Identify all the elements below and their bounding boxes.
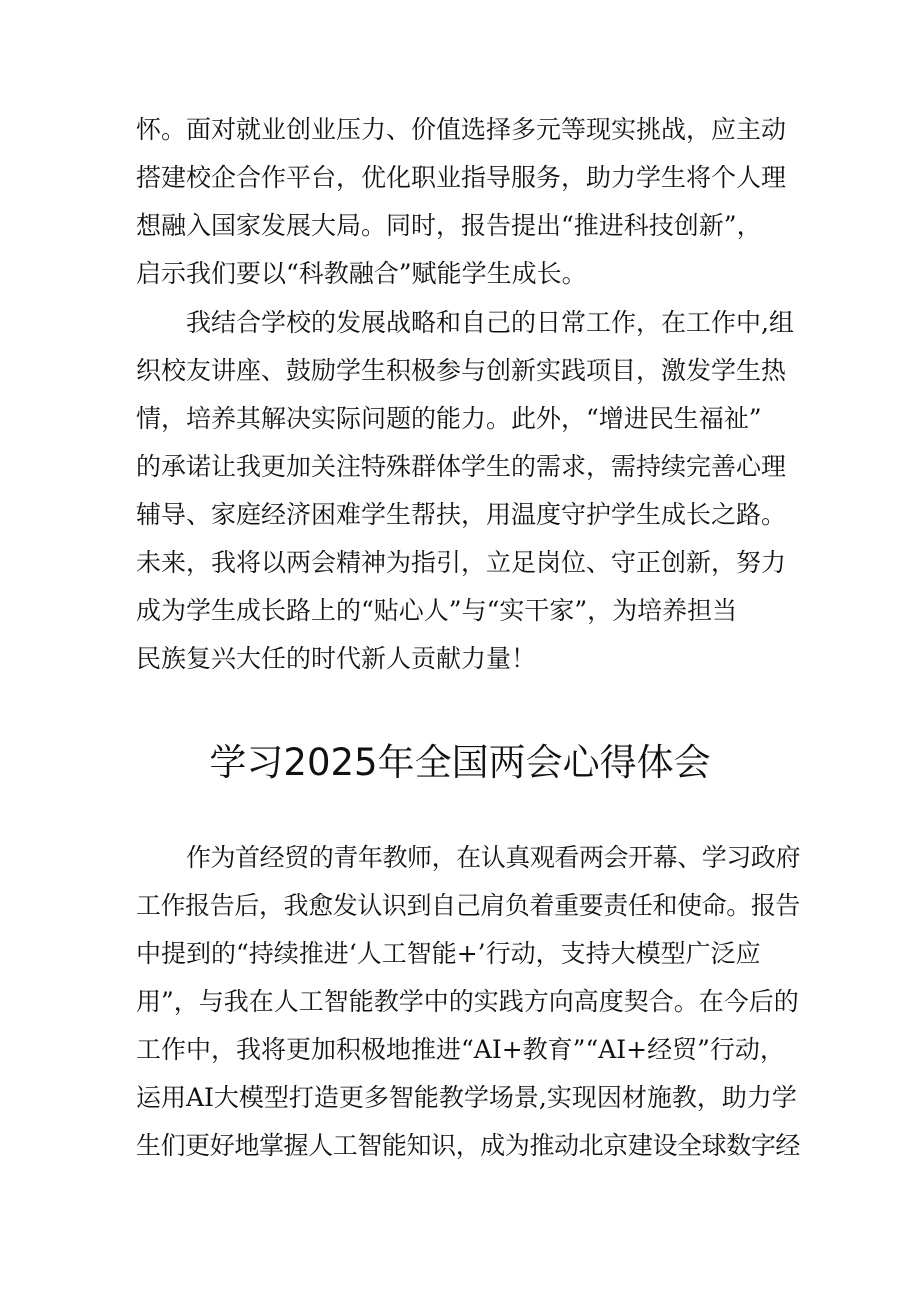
- text-line: 运用AI大模型打造更多智能教学场景,实现因材施教，助力学: [136, 1083, 797, 1112]
- text-line: 辅导、家庭经济困难学生帮扶，用温度守护学生成长之路。: [136, 500, 787, 529]
- text-line: 情，培养其解决实际问题的能力。此外，“增进民生福祉”: [136, 404, 762, 433]
- text-line: 生们更好地掌握人工智能知识，成为推动北京建设全球数字经: [136, 1131, 801, 1160]
- text-line: 工作中，我将更加积极地推进“AI+教育”“AI+经贸”行动，: [136, 1035, 785, 1064]
- paragraph-continued: [136, 106, 800, 298]
- section-title: 学习2025年全国两会心得体会: [209, 741, 711, 784]
- text-line: 未来，我将以两会精神为指引，立足岗位、守正创新，努力: [136, 548, 787, 577]
- text-line: 的承诺让我更加关注特殊群体学生的需求，需持续完善心理: [136, 452, 787, 481]
- text-line: 搭建校企合作平台，优化职业指导服务，助力学生将个人理: [136, 163, 787, 192]
- text-line: 工作报告后，我愈发认识到自己肩负着重要责任和使命。报告: [136, 891, 801, 920]
- text-line: 用”，与我在人工智能教学中的实践方向高度契合。在今后的: [136, 987, 799, 1016]
- paragraph-ai-education: [136, 834, 800, 1170]
- text-line: 织校友讲座、鼓励学生积极参与创新实践项目，激发学生热: [136, 356, 787, 385]
- text-line: 民族复兴大任的时代新人贡献力量！: [136, 644, 537, 673]
- text-line: 想融入国家发展大局。同时，报告提出“推进科技创新”，: [136, 211, 762, 240]
- text-line: 我结合学校的发展战略和自己的日常工作，在工作中,组: [186, 308, 794, 337]
- text-line: 启示我们要以“科教融合”赋能学生成长。: [136, 259, 587, 288]
- paragraph-future-work: [136, 299, 800, 683]
- text-line: 中提到的“持续推进‘人工智能+’行动，支持大模型广泛应: [136, 939, 761, 968]
- text-line: 作为首经贸的青年教师，在认真观看两会开幕、学习政府: [186, 843, 801, 872]
- text-line: 怀。面对就业创业压力、价值选择多元等现实挑战，应主动: [136, 115, 787, 144]
- text-line: 成为学生成长路上的“贴心人”与“实干家”，为培养担当: [136, 596, 738, 625]
